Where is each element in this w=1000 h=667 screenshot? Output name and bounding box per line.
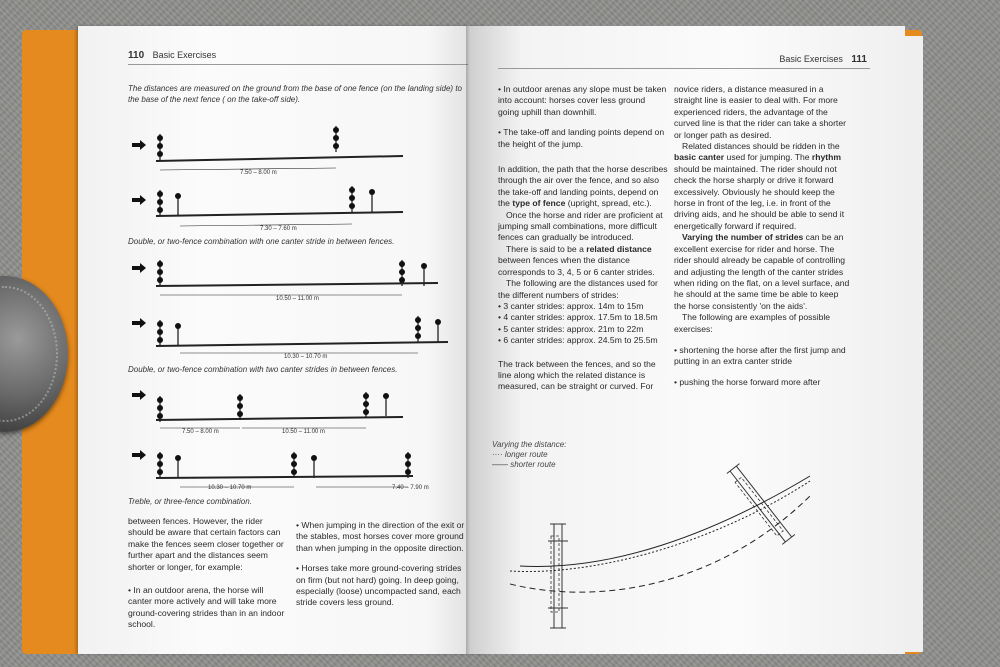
outer-route-line	[510, 494, 812, 592]
distance-label-4: 10.30 – 10.70 m	[284, 354, 328, 360]
distance-label-3: 10.50 – 11.00 m	[276, 296, 319, 302]
left-col2-text	[296, 520, 468, 618]
left-col1-paragraph: between fences. However, the rider should be aware that certain factors can make the fences seem closer together or further apart and the distances seem shorter or longer, for example:	[128, 516, 284, 572]
stride-item-6: • 6 canter strides: approx. 24.5m to 25.5m	[498, 335, 658, 346]
right-col2-para-1: novice riders, a distance measured in a straight line is easier to deal with. For more experienced riders, the advantage of the curved line is that the rider can take a shorter or longer path as desired.	[674, 84, 846, 140]
diagram-row-4	[132, 316, 448, 353]
caption-double-two-strides: Double, or two-fence combination with two canter strides in between fences.	[128, 365, 398, 374]
right-col2-para-2: Related distances should be ridden in the basic canter used for jumping. The rhythm should be maintained. The rider should not check the horse sharply or drive it forward excessively. Obviously he should keep the horse in front of the leg, i.e. in front of the driving aids, and he should be able to send it energetically forward if required.	[674, 141, 845, 231]
left-header-rule	[128, 64, 468, 65]
diagram-row-5	[132, 390, 403, 428]
right-col1-para-2: Once the horse and rider are proficient at jumping small combinations, more difficult fences can gradually be introduced.	[498, 209, 663, 243]
varying-distance-diagram	[510, 436, 840, 636]
distance-label-8: 7.40 – 7.90 m	[392, 485, 429, 491]
left-running-head-title: Basic Exercises	[152, 50, 217, 60]
legend-shorter: —— shorter route	[492, 460, 556, 469]
distance-label-1: 7.50 – 8.00 m	[240, 170, 277, 176]
left-col1-bullet: • In an outdoor arena, the horse will canter more actively and will take more ground-covering strides than in an indoor school.	[128, 585, 288, 631]
left-page	[78, 26, 488, 654]
diagram-row-2	[132, 186, 403, 226]
right-col1-para-3: There is said to be a related distance between fences when the distance corresponds to 3, 4, 5 or 6 canter strides.	[498, 243, 655, 277]
stride-item-4: • 4 canter strides: approx. 17.5m to 18.5m	[498, 312, 658, 323]
left-col2-bullet-2: • Horses take more ground-covering strides on firm (but not hard) going. In deep going, especially (loose) uncompacted sand, each stride covers less ground.	[296, 563, 468, 609]
right-page	[470, 26, 905, 654]
fence-diagrams	[128, 106, 478, 506]
shorter-route-line	[520, 476, 810, 566]
left-col1-text	[128, 516, 288, 640]
right-col2-bullet-1: • shortening the horse after the first jump and putting in an extra canter stride	[674, 345, 852, 368]
right-col1-text	[498, 84, 668, 393]
longer-route-line	[510, 481, 810, 572]
diagram-row-1	[132, 126, 403, 170]
left-fence	[548, 524, 568, 628]
stride-item-3: • 3 canter strides: approx. 14m to 15m	[498, 300, 644, 311]
right-col2-para-3: Varying the number of strides can be an excellent exercise for rider and horse. The rider should already be capable of controlling and adjusting the length of the canter strides when riding on the flat, on a level surface, and he should at the same time be able to keep the horse consistently 'on the aids'.	[674, 232, 850, 311]
legend-title: Varying the distance:	[492, 440, 567, 449]
distance-label-6: 10.50 – 11.00 m	[282, 429, 325, 435]
right-page-number: 111	[851, 54, 867, 65]
stride-item-5: • 5 canter strides: approx. 21m to 22m	[498, 323, 644, 334]
right-col1-para-5: The track between the fences, and so the line along which the related distance is measured, can be straight or curved. For	[498, 358, 656, 392]
diagram-row-3	[132, 260, 438, 295]
left-col2-bullet-1: • When jumping in the direction of the exit or the stables, most horses cover more ground than when jumping in the opposite direction.	[296, 520, 468, 554]
right-running-head-title: Basic Exercises	[779, 54, 843, 64]
right-col1-bullet-1: • In outdoor arenas any slope must be taken into account: horses cover less ground going uphill than downhill.	[498, 84, 668, 118]
caption-treble: Treble, or three-fence combination.	[128, 497, 252, 506]
diagram-row-6	[132, 450, 413, 487]
strides-list	[498, 301, 668, 347]
left-running-head	[128, 50, 216, 61]
right-col1-para-1: In addition, the path that the horse describes through the air over the fence, and so also the take-off and landing points, depend on the type of fence (upright, spread, etc.).	[498, 164, 668, 209]
left-page-number: 110	[128, 50, 145, 61]
right-col1-para-4: The following are the distances used for the different numbers of strides:	[498, 278, 658, 300]
right-running-head	[779, 54, 867, 65]
right-col2-bullet-2: • pushing the horse forward more after	[674, 377, 852, 388]
distance-label-2: 7.30 – 7.60 m	[260, 226, 297, 232]
intro-caption: The distances are measured on the ground from the base of one fence (on the landing side) to the base of the next fence ( on the take-off side).	[128, 84, 462, 104]
legend-longer: ···· longer route	[492, 450, 548, 459]
right-col1-bullet-2: • The take-off and landing points depend on the height of the jump.	[498, 127, 668, 150]
caption-double-one-stride: Double, or two-fence combination with one canter stride in between fences.	[128, 237, 395, 246]
distance-label-7: 10.30 – 10.70 m	[208, 485, 252, 491]
right-header-rule	[498, 68, 870, 69]
right-col2-text	[674, 84, 852, 397]
right-col2-para-4: The following are examples of possible exercises:	[674, 312, 831, 334]
distance-label-5: 7.50 – 8.00 m	[182, 429, 219, 435]
